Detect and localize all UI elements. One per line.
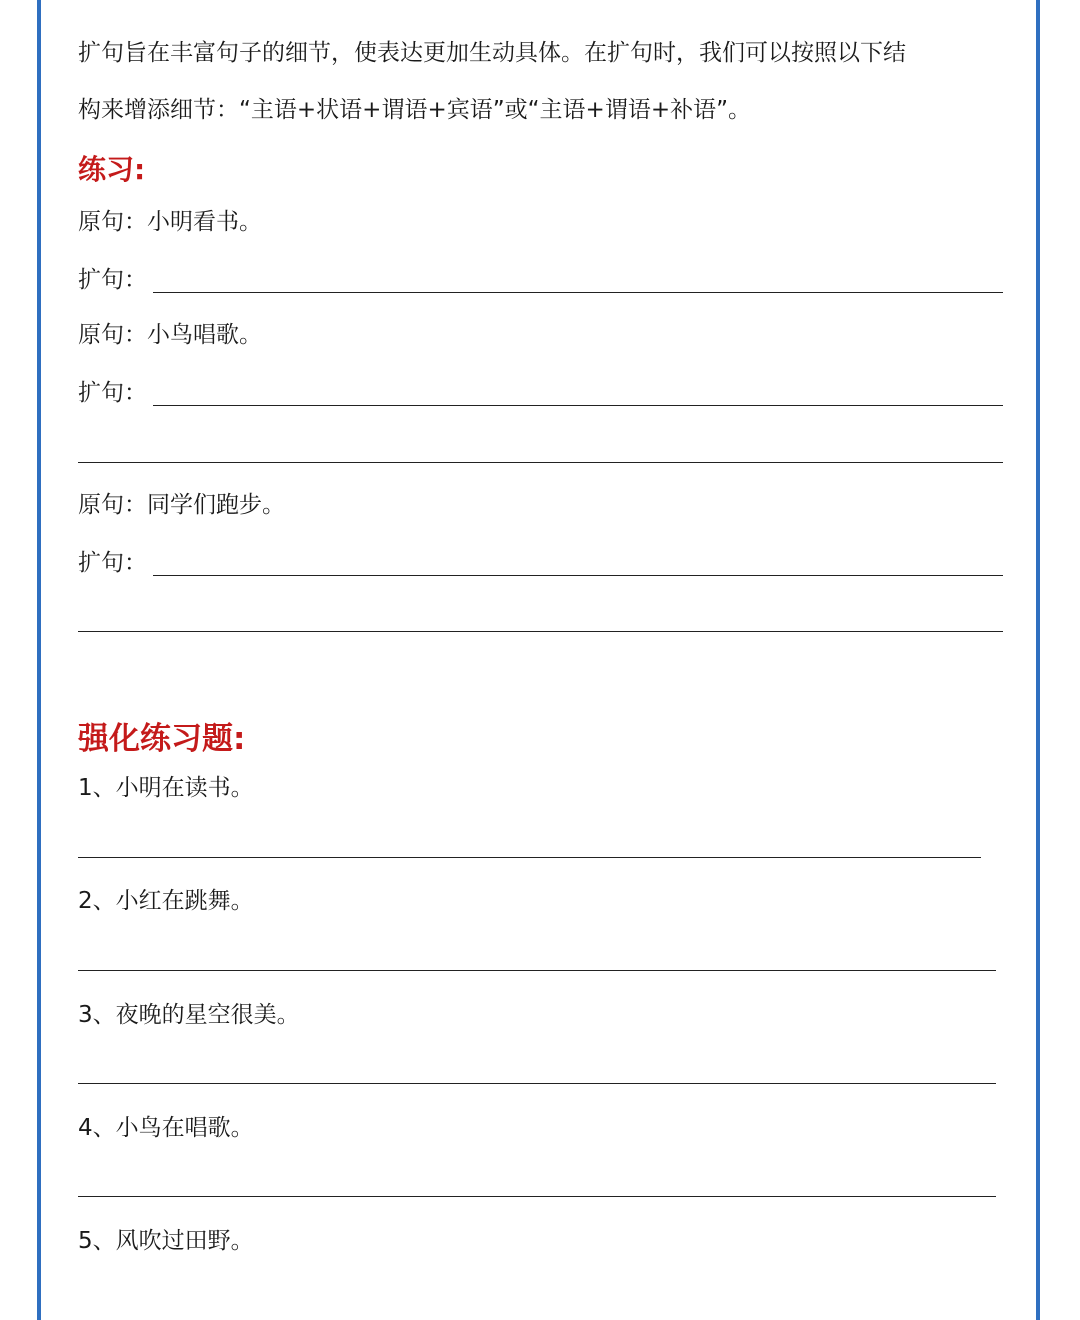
answer-line[interactable] — [78, 1196, 996, 1197]
advanced-heading: 强化练习题: — [78, 721, 246, 757]
answer-line[interactable] — [78, 1083, 996, 1084]
answer-line[interactable] — [153, 405, 1003, 406]
advanced-item-5: 5、风吹过田野。 — [78, 1228, 254, 1254]
advanced-item-4: 4、小鸟在唱歌。 — [78, 1115, 254, 1141]
practice-answer-label-2: 扩句： — [78, 380, 147, 406]
practice-answer-label-3: 扩句： — [78, 550, 147, 576]
advanced-item-3: 3、夜晚的星空很美。 — [78, 1002, 300, 1028]
intro-line-2: 构来增添细节：“主语+状语+谓语+宾语”或“主语+谓语+补语”。 — [78, 97, 752, 123]
answer-line[interactable] — [78, 857, 981, 858]
practice-original-2: 原句：小鸟唱歌。 — [78, 322, 262, 348]
practice-heading: 练习: — [78, 153, 146, 186]
answer-line[interactable] — [153, 575, 1003, 576]
practice-original-1: 原句：小明看书。 — [78, 209, 262, 235]
answer-line[interactable] — [78, 970, 996, 971]
practice-original-3: 原句：同学们跑步。 — [78, 492, 285, 518]
intro-line-1: 扩句旨在丰富句子的细节，使表达更加生动具体。在扩句时，我们可以按照以下结 — [78, 40, 906, 66]
advanced-item-1: 1、小明在读书。 — [78, 775, 254, 801]
advanced-item-2: 2、小红在跳舞。 — [78, 888, 254, 914]
answer-line[interactable] — [153, 292, 1003, 293]
answer-line[interactable] — [78, 631, 1003, 632]
practice-answer-label-1: 扩句： — [78, 267, 147, 293]
answer-line[interactable] — [78, 462, 1003, 463]
